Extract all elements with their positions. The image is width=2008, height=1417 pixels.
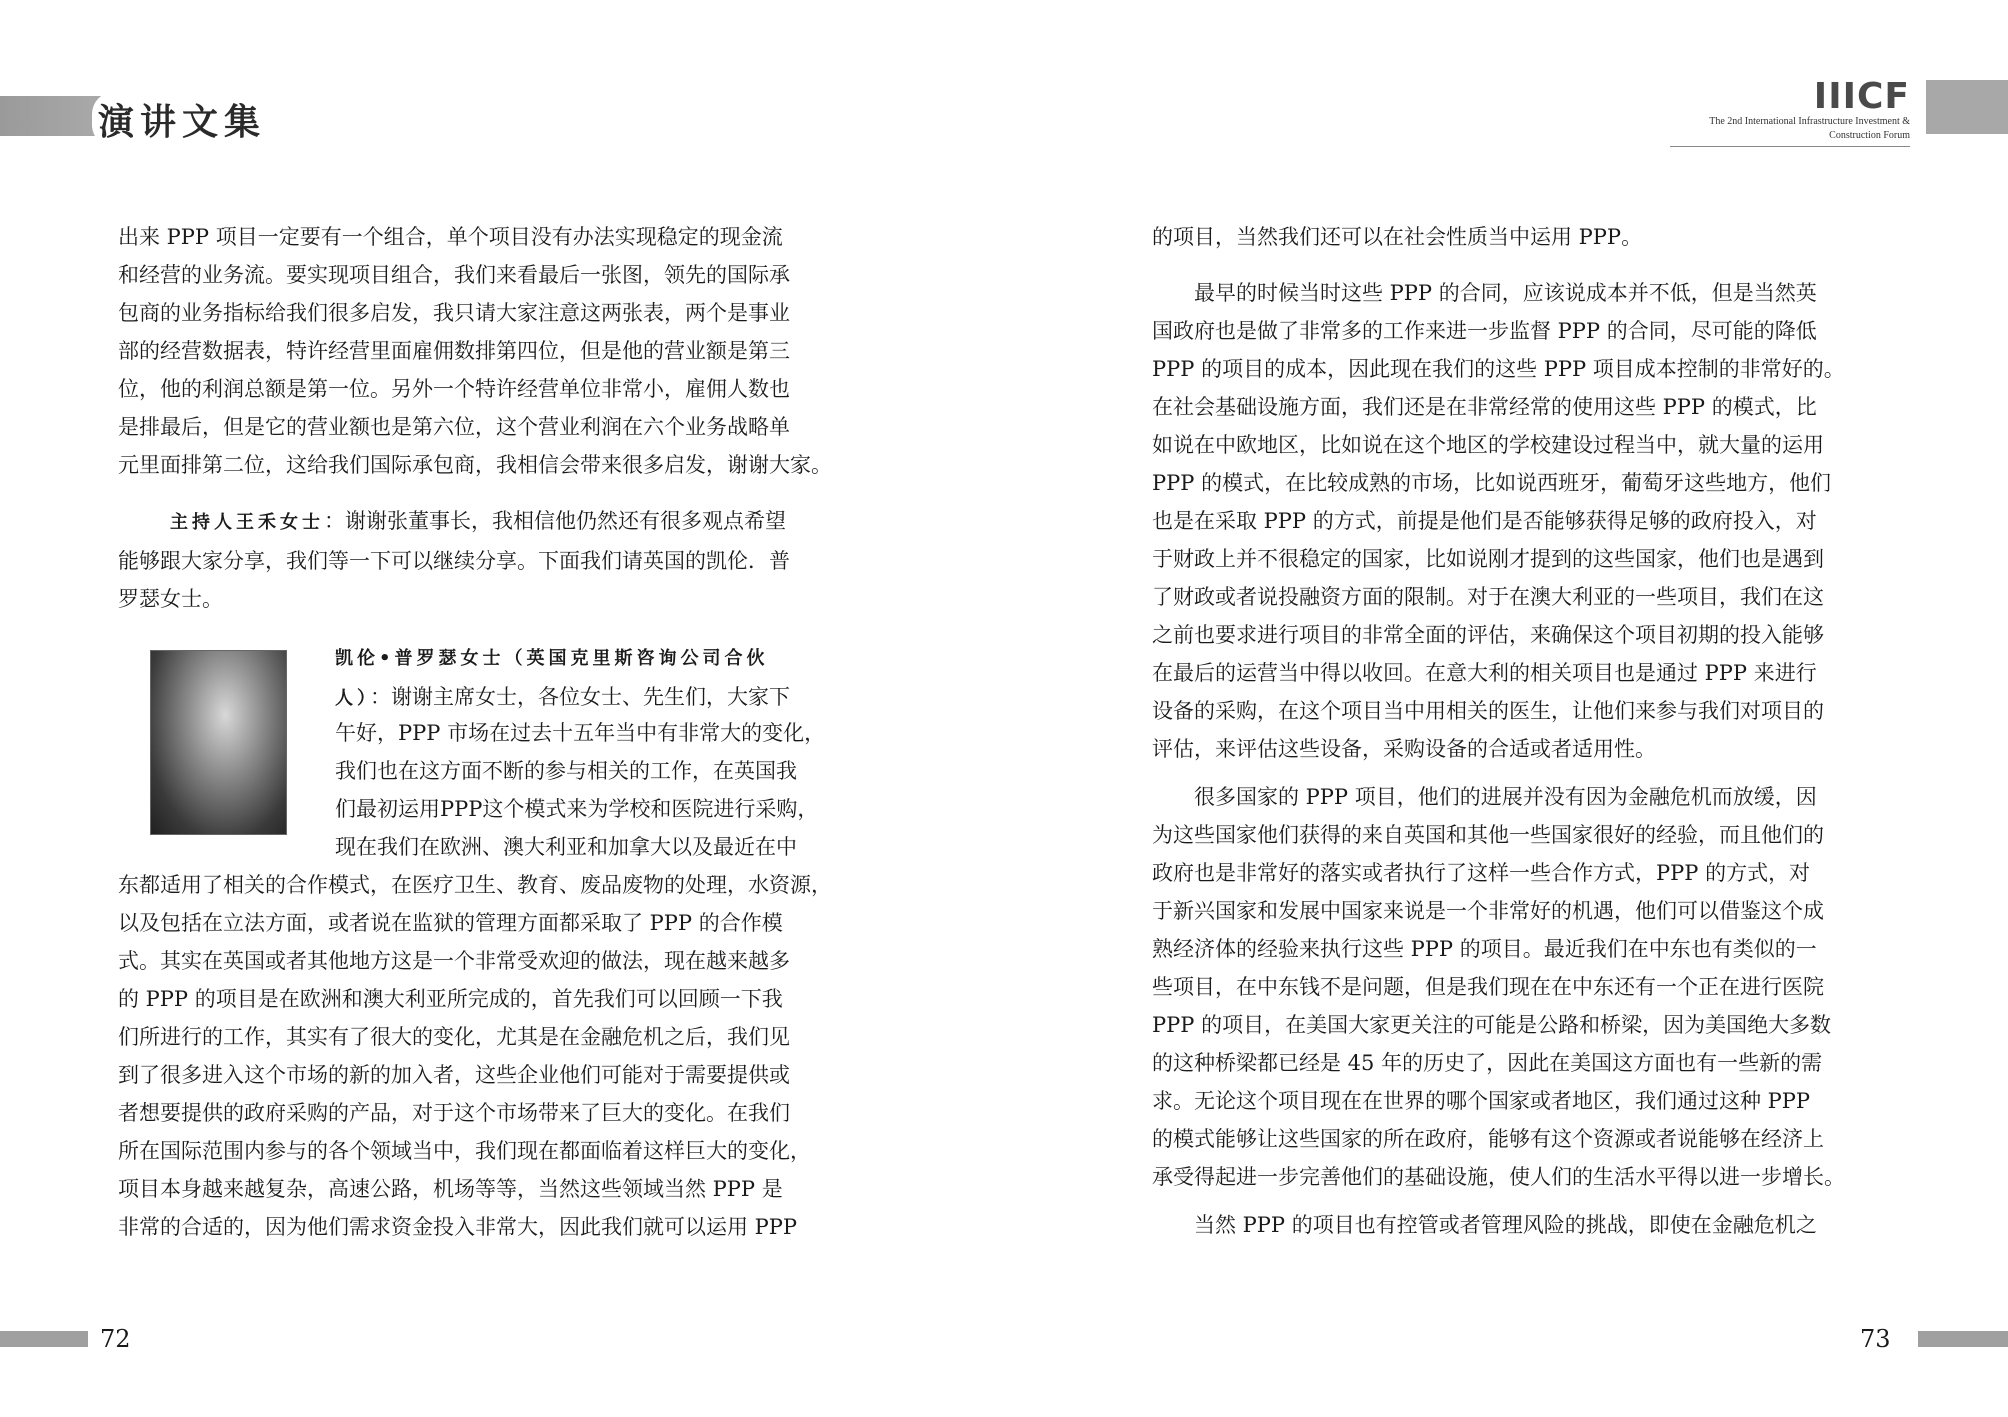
text-line: 部的经营数据表，特许经营里面雇佣数排第四位，但是他的营业额是第三 [118,339,790,363]
guest-speaker-name: 凯伦•普罗瑟女士（英国克里斯咨询公司合伙 [335,648,769,669]
header-band-right [1926,80,2008,134]
forum-logo [1670,76,1910,147]
text-line: 的这种桥梁都已经是 45 年的历史了，因此在美国这方面也有一些新的需 [1152,1051,1823,1075]
guest-full-text [118,866,858,1246]
text-line: 我们也在这方面不断的参与相关的工作，在英国我 [335,759,797,783]
text-line: 式。其实在英国或者其他地方这是一个非常受欢迎的做法，现在越来越多 [118,949,790,973]
text-line: 的 PPP 的项目是在欧洲和澳大利亚所完成的，首先我们可以回顾一下我 [118,987,783,1011]
text-line: 包商的业务指标给我们很多启发，我只请大家注意这两张表，两个是事业 [118,301,790,325]
text-line: 者想要提供的政府采购的产品，对于这个市场带来了巨大的变化。在我们 [118,1101,790,1125]
text-line: 如说在中欧地区，比如说在这个地区的学校建设过程当中，就大量的运用 [1152,433,1824,457]
text-line: 东都适用了相关的合作模式，在医疗卫生、教育、废品废物的处理，水资源， [118,873,832,897]
text-line: 当然 PPP 的项目也有控管或者管理风险的挑战，即使在金融危机之 [1152,1213,1817,1237]
footer-bar [1918,1331,2008,1347]
logo-rule [1670,146,1910,147]
text-line: 午好，PPP 市场在过去十五年当中有非常大的变化， [335,721,826,745]
guest-wrap-text [335,714,860,866]
section-title: 演讲文集 [92,92,274,147]
text-line: 也是在采取 PPP 的方式，前提是他们是否能够获得足够的政府投入，对 [1152,509,1817,533]
text-line: 国政府也是做了非常多的工作来进一步监督 PPP 的合同，尽可能的降低 [1152,319,1817,343]
speaker-photo [150,650,287,835]
text-line: 元里面排第二位，这给我们国际承包商，我相信会带来很多启发，谢谢大家。 [118,453,832,477]
logo-subtitle-2: Construction Forum [1829,130,1910,141]
text-line: 最早的时候当时这些 PPP 的合同，应该说成本并不低，但是当然英 [1152,281,1817,305]
text-line: 在社会基础设施方面，我们还是在非常经常的使用这些 PPP 的模式，比 [1152,395,1817,419]
text-line: 们最初运用PPP这个模式来为学校和医院进行采购， [335,797,819,821]
footer-bar [0,1331,88,1347]
host-speaker-name: 主持人王禾女士 [170,512,324,533]
text-line: 在最后的运营当中得以收回。在意大利的相关项目也是通过 PPP 来进行 [1152,661,1817,685]
text-line: PPP 的项目，在美国大家更关注的可能是公路和桥梁，因为美国绝大多数 [1152,1013,1832,1037]
text-line: 设备的采购，在这个项目当中用相关的医生，让他们来参与我们对项目的 [1152,699,1824,723]
text-line: 政府也是非常好的落实或者执行了这样一些合作方式，PPP 的方式，对 [1152,861,1811,885]
text-line: 是排最后，但是它的营业额也是第六位，这个营业利润在六个业务战略单 [118,415,790,439]
text-line: 的模式能够让这些国家的所在政府，能够有这个资源或者说能够在经济上 [1152,1127,1824,1151]
text-line: 评估，来评估这些设备，采购设备的合适或者适用性。 [1152,737,1656,761]
text-line: 出来 PPP 项目一定要有一个组合，单个项目没有办法实现稳定的现金流 [118,225,783,249]
paragraph [118,218,858,484]
logo-subtitle-1: The 2nd International Infrastructure Investment & [1709,116,1910,127]
text-line: 现在我们在欧洲、澳大利亚和加拿大以及最近在中 [335,835,797,859]
paragraph [1152,1206,1892,1244]
guest-speaker-name-cont: 人） [335,688,370,709]
guest-paragraph [335,638,860,718]
paragraph [1152,778,1892,1196]
text-line: 非常的合适的，因为他们需求资金投入非常大，因此我们就可以运用 PPP [118,1215,798,1239]
text-line: 以及包括在立法方面，或者说在监狱的管理方面都采取了 PPP 的合作模 [118,911,783,935]
text-line: 项目本身越来越复杂，高速公路，机场等等，当然这些领域当然 PPP 是 [118,1177,783,1201]
page-number: 73 [1860,1325,1891,1353]
host-paragraph [118,502,858,618]
text-line: 和经营的业务流。要实现项目组合，我们来看最后一张图，领先的国际承 [118,263,790,287]
text-line: 罗瑟女士。 [118,587,223,611]
paragraph [1152,218,1892,256]
text-line: 们所进行的工作，其实有了很大的变化，尤其是在金融危机之后，我们见 [118,1025,790,1049]
text-line: 些项目，在中东钱不是问题，但是我们现在在中东还有一个正在进行医院 [1152,975,1824,999]
text-line: 到了很多进入这个市场的新的加入者，这些企业他们可能对于需要提供或 [118,1063,790,1087]
page-number: 72 [100,1325,131,1353]
text-line: 很多国家的 PPP 项目，他们的进展并没有因为金融危机而放缓，因 [1152,785,1817,809]
text-line: 承受得起进一步完善他们的基础设施，使人们的生活水平得以进一步增长。 [1152,1165,1845,1189]
text-line: 了财政或者说投融资方面的限制。对于在澳大利亚的一些项目，我们在这 [1152,585,1824,609]
guest-text: ：谢谢主席女士，各位女士、先生们，大家下 [370,685,790,709]
paragraph [1152,274,1892,768]
text-line: 的项目，当然我们还可以在社会性质当中运用 PPP。 [1152,225,1643,249]
text-line: 于财政上并不很稳定的国家，比如说刚才提到的这些国家，他们也是遇到 [1152,547,1824,571]
host-text: ：谢谢张董事长，我相信他仍然还有很多观点希望 [324,509,786,533]
logo-text: IIICF [1813,76,1910,117]
text-line: 于新兴国家和发展中国家来说是一个非常好的机遇，他们可以借鉴这个成 [1152,899,1824,923]
text-line: PPP 的模式，在比较成熟的市场，比如说西班牙，葡萄牙这些地方，他们 [1152,471,1832,495]
text-line: 求。无论这个项目现在在世界的哪个国家或者地区，我们通过这种 PPP [1152,1089,1811,1113]
text-line: PPP 的项目的成本，因此现在我们的这些 PPP 项目成本控制的非常好的。 [1152,357,1845,381]
text-line: 熟经济体的经验来执行这些 PPP 的项目。最近我们在中东也有类似的一 [1152,937,1817,961]
text-line: 之前也要求进行项目的非常全面的评估，来确保这个项目初期的投入能够 [1152,623,1824,647]
text-line: 位，他的利润总额是第一位。另外一个特许经营单位非常小，雇佣人数也 [118,377,790,401]
text-line: 能够跟大家分享，我们等一下可以继续分享。下面我们请英国的凯伦．普 [118,549,790,573]
text-line: 为这些国家他们获得的来自英国和其他一些国家很好的经验，而且他们的 [1152,823,1824,847]
text-line: 所在国际范围内参与的各个领域当中，我们现在都面临着这样巨大的变化， [118,1139,811,1163]
